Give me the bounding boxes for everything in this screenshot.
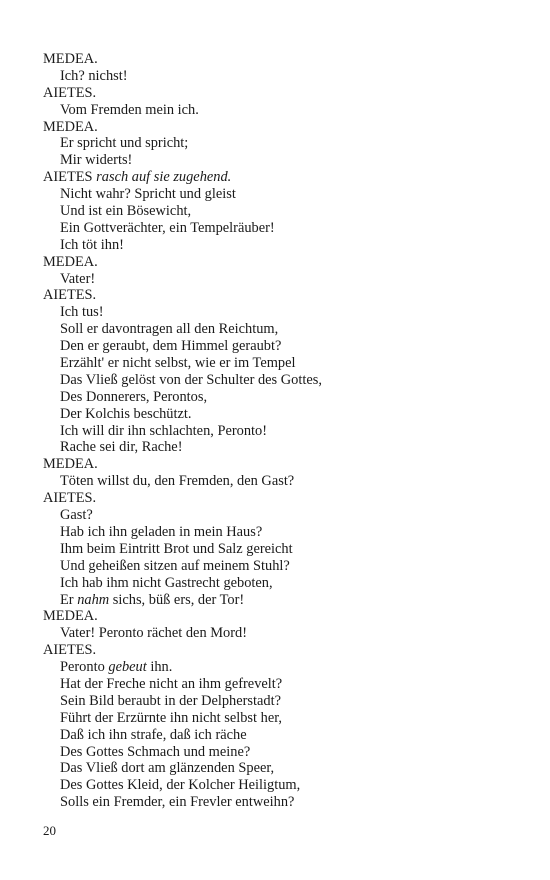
verse-line <box>43 203 523 220</box>
verse-text: Führt der Erzürnte ihn nicht selbst her, <box>60 709 283 726</box>
verse-text: Und geheißen sitzen auf meinem Stuhl? <box>60 557 290 574</box>
verse-text: Und ist ein Bösewicht, <box>60 203 192 220</box>
speaker-name: AIETES. <box>43 84 97 101</box>
verse-line <box>43 304 523 321</box>
verse-line <box>43 237 523 254</box>
speaker-name: AIETES <box>43 169 93 186</box>
verse-text: Töten willst du, den Fremden, den Gast? <box>60 473 295 490</box>
verse-text: Hab ich ihn geladen in mein Haus? <box>60 523 263 540</box>
verse-text: Ich hab ihm nicht Gastrecht geboten, <box>60 574 273 591</box>
verse-line <box>43 321 523 338</box>
speaker-line <box>43 287 523 304</box>
verse-line <box>43 406 523 423</box>
verse-text: Er spricht und spricht; <box>60 135 189 152</box>
verse-line <box>43 710 523 727</box>
verse-text: Vater! <box>60 270 96 287</box>
verse-line <box>43 271 523 288</box>
verse-line <box>43 389 523 406</box>
verse-text-part: sichs, büß ers, der Tor! <box>109 591 245 608</box>
verse-line <box>43 794 523 811</box>
verse-text: Des Donnerers, Perontos, <box>60 388 208 405</box>
verse-text: Daß ich ihn strafe, daß ich räche <box>60 726 247 743</box>
verse-line <box>43 524 523 541</box>
speaker-line <box>43 456 523 473</box>
verse-line <box>43 135 523 152</box>
verse-text: Vater! Peronto rächet den Mord! <box>60 625 248 642</box>
emphasized-word: gebeut <box>108 659 147 676</box>
dramatic-text-body <box>43 51 523 811</box>
verse-line <box>43 592 523 609</box>
verse-line <box>43 558 523 575</box>
speaker-name: AIETES. <box>43 490 97 507</box>
verse-text: Ich tus! <box>60 304 104 321</box>
verse-text: Soll er davontragen all den Reichtum, <box>60 321 279 338</box>
verse-line <box>43 68 523 85</box>
speaker-line <box>43 608 523 625</box>
verse-text-part: ihn. <box>146 659 173 676</box>
verse-line <box>43 507 523 524</box>
verse-line <box>43 625 523 642</box>
verse-text: Solls ein Fremder, ein Frevler entweihn? <box>60 794 295 811</box>
verse-line <box>43 777 523 794</box>
speaker-line <box>43 642 523 659</box>
speaker-line <box>43 490 523 507</box>
stage-direction: rasch auf sie zugehend. <box>96 169 232 186</box>
verse-text-part: Peronto <box>60 659 109 676</box>
verse-line <box>43 727 523 744</box>
verse-line <box>43 676 523 693</box>
verse-text: Das Vließ dort am glänzenden Speer, <box>60 760 275 777</box>
speaker-line <box>43 119 523 136</box>
speaker-line <box>43 169 523 186</box>
verse-line <box>43 338 523 355</box>
verse-line <box>43 372 523 389</box>
speaker-line <box>43 51 523 68</box>
verse-text: Hat der Freche nicht an ihm gefrevelt? <box>60 675 283 692</box>
verse-line <box>43 102 523 119</box>
verse-line <box>43 744 523 761</box>
verse-text: Des Gottes Kleid, der Kolcher Heiligtum, <box>60 777 301 794</box>
verse-line <box>43 186 523 203</box>
verse-text: Ihm beim Eintritt Brot und Salz gereicht <box>60 540 293 557</box>
verse-text: Den er geraubt, dem Himmel geraubt? <box>60 338 282 355</box>
verse-text: Des Gottes Schmach und meine? <box>60 743 251 760</box>
verse-text: Gast? <box>60 507 93 524</box>
emphasized-word: nahm <box>77 591 110 608</box>
verse-line <box>43 760 523 777</box>
verse-text: Ich töt ihn! <box>60 236 124 253</box>
verse-text: Mir widerts! <box>60 152 133 169</box>
speaker-line <box>43 85 523 102</box>
speaker-name: MEDEA. <box>43 608 98 625</box>
speaker-name: AIETES. <box>43 287 97 304</box>
verse-text: Ich will dir ihn schlachten, Peronto! <box>60 422 268 439</box>
speaker-name: MEDEA. <box>43 253 98 270</box>
verse-line <box>43 423 523 440</box>
verse-line <box>43 152 523 169</box>
verse-text-part: Er <box>60 591 78 608</box>
verse-text: Rache sei dir, Rache! <box>60 439 183 456</box>
verse-text: Der Kolchis beschützt. <box>60 405 192 422</box>
verse-line <box>43 355 523 372</box>
speaker-name: AIETES. <box>43 642 97 659</box>
verse-line <box>43 541 523 558</box>
verse-line <box>43 693 523 710</box>
page-number: 20 <box>43 823 56 838</box>
verse-text: Das Vließ gelöst von der Schulter des Gottes, <box>60 371 322 388</box>
verse-line <box>43 575 523 592</box>
speaker-name: MEDEA. <box>43 456 98 473</box>
verse-text: Ein Gottverächter, ein Tempelräuber! <box>60 219 275 236</box>
verse-text: Vom Fremden mein ich. <box>60 101 199 118</box>
verse-text: Nicht wahr? Spricht und gleist <box>60 186 236 203</box>
verse-line <box>43 473 523 490</box>
verse-text: Ich? nichst! <box>60 67 128 84</box>
verse-line <box>43 659 523 676</box>
verse-text: Sein Bild beraubt in der Delpherstadt? <box>60 692 281 709</box>
verse-line <box>43 439 523 456</box>
verse-line <box>43 220 523 237</box>
verse-text: Erzählt' er nicht selbst, wie er im Tempel <box>60 355 296 372</box>
speaker-line <box>43 254 523 271</box>
speaker-name: MEDEA. <box>43 118 98 135</box>
speaker-name: MEDEA. <box>43 51 98 67</box>
